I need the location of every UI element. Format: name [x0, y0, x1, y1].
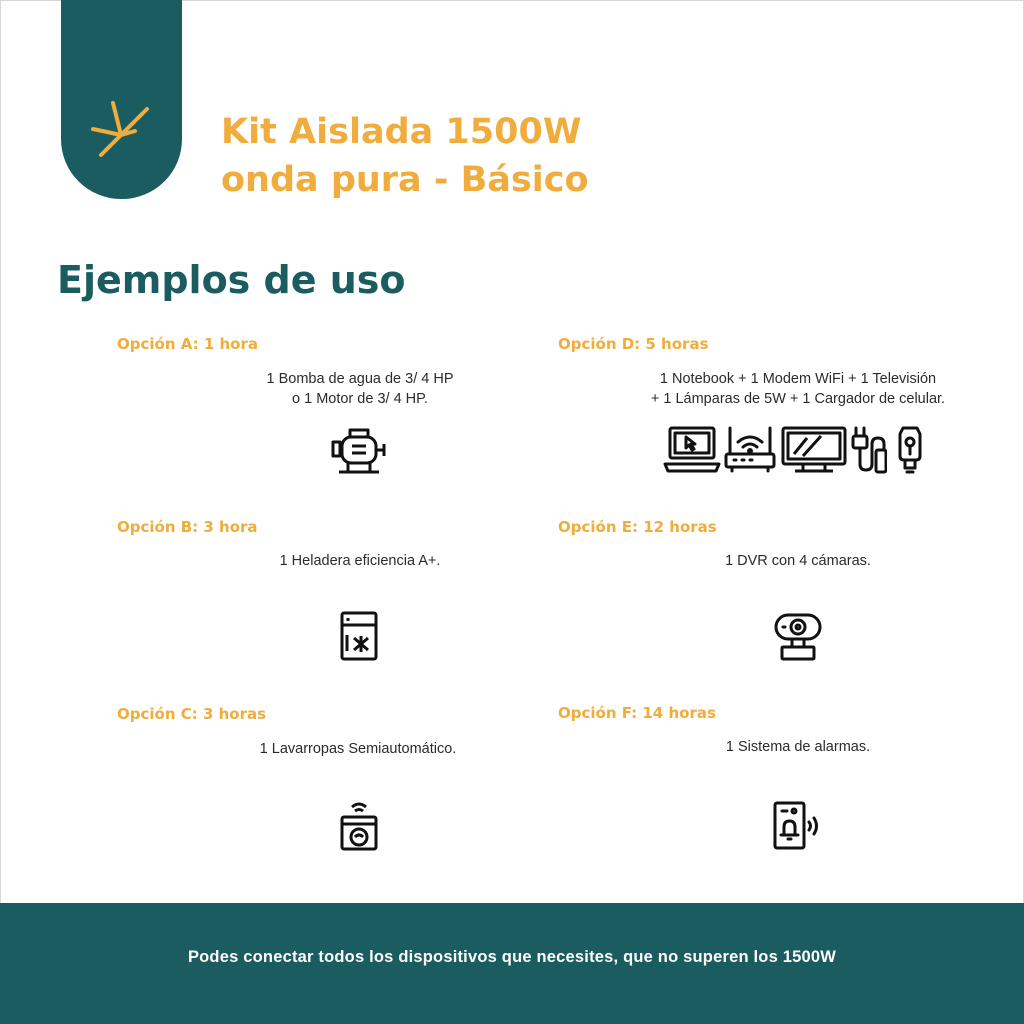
brand-tab — [61, 0, 182, 199]
option-f-line-1: 1 Sistema de alarmas. — [725, 739, 871, 755]
option-c-description — [233, 739, 483, 759]
footer-banner — [0, 903, 1024, 1024]
option-d-line-1: 1 Notebook + 1 Modem WiFi + 1 Televisión — [659, 371, 937, 387]
footer-text: Podes conectar todos los dispositivos que necesites, que no superen los 1500W — [187, 948, 837, 966]
webcam-icon — [773, 611, 823, 663]
laptop-icon — [662, 426, 722, 474]
option-b-label: Opción B: 3 hora — [117, 518, 258, 536]
page-title — [221, 108, 588, 204]
alarm-panel-icon — [773, 801, 823, 851]
option-b-line-1: 1 Heladera eficiencia A+. — [279, 553, 441, 569]
section-title: Ejemplos de uso — [57, 258, 406, 302]
washing-machine-icon — [339, 799, 379, 851]
television-icon — [781, 426, 847, 474]
option-e-description — [682, 551, 914, 571]
option-a-description — [236, 369, 484, 409]
option-d-description — [612, 369, 984, 409]
charger-cable-icon — [851, 426, 887, 476]
option-a-label: Opción A: 1 hora — [117, 335, 258, 353]
option-c-line-1: 1 Lavarropas Semiautomático. — [259, 741, 457, 757]
wifi-router-icon — [724, 424, 776, 474]
lamp-icon — [896, 426, 924, 476]
water-pump-icon — [330, 427, 388, 475]
option-a-line-1: 1 Bomba de agua de 3/ 4 HP — [266, 371, 454, 387]
sun-burst-icon — [89, 99, 153, 161]
option-e-line-1: 1 DVR con 4 cámaras. — [725, 553, 871, 569]
option-b-description — [236, 551, 484, 571]
option-e-label: Opción E: 12 horas — [558, 518, 717, 536]
refrigerator-icon — [339, 611, 379, 661]
option-d-label: Opción D: 5 horas — [558, 335, 709, 353]
option-f-label: Opción F: 14 horas — [558, 704, 716, 722]
option-a-line-2: o 1 Motor de 3/ 4 HP. — [292, 391, 428, 407]
option-f-description — [682, 737, 914, 757]
title-line-2: onda pura - Básico — [221, 160, 589, 200]
title-line-1: Kit Aislada 1500W — [221, 112, 582, 152]
option-c-label: Opción C: 3 horas — [117, 705, 267, 723]
option-d-line-2: + 1 Lámparas de 5W + 1 Cargador de celular. — [650, 391, 946, 407]
